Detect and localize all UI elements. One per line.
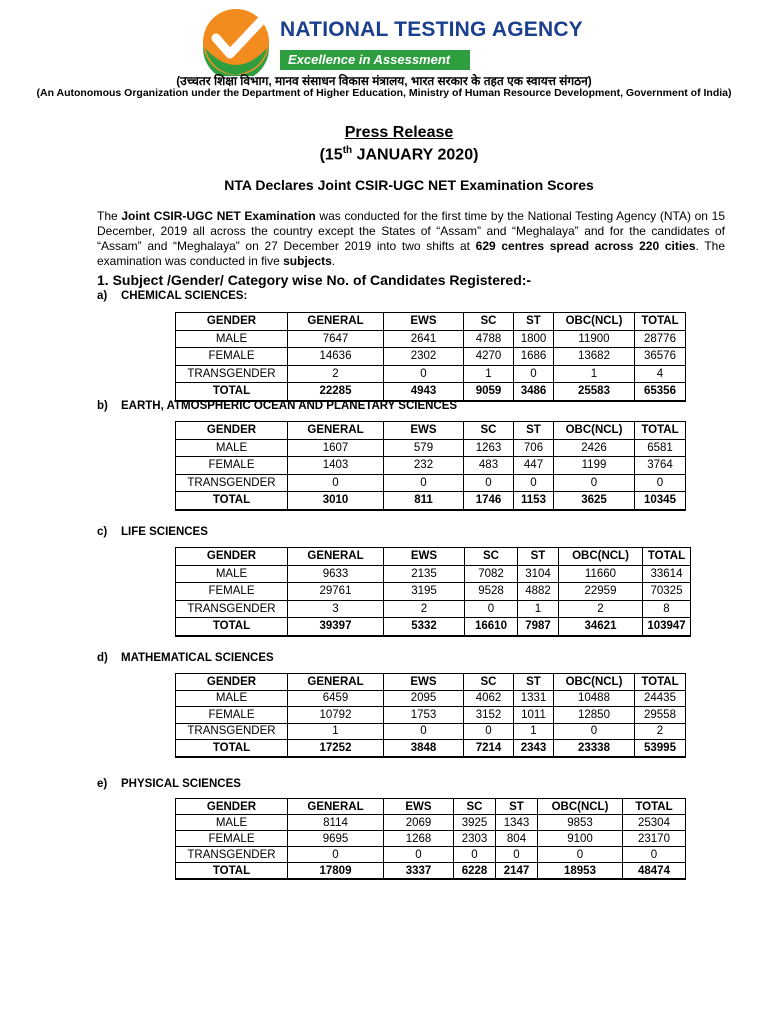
- table-total-row: [176, 492, 686, 510]
- section-heading: 1. Subject /Gender/ Category wise No. of Candidates Registered:-: [97, 272, 532, 288]
- table-cell: 0: [514, 474, 554, 492]
- table-cell: 7214: [464, 740, 514, 757]
- subject-heading: b) EARTH, ATMOSPHERIC OCEAN AND PLANETARY SCIENCES: [97, 400, 458, 412]
- table-cell: 0: [384, 847, 454, 863]
- table-cell: FEMALE: [176, 831, 288, 847]
- table-cell: TOTAL: [176, 383, 288, 401]
- table-cell: 0: [554, 474, 635, 492]
- table-cell: FEMALE: [176, 583, 288, 601]
- table-cell: 23170: [623, 831, 686, 847]
- table-row: [176, 365, 686, 383]
- table-total-row: [176, 618, 691, 636]
- column-header: OBC(NCL): [554, 422, 635, 440]
- table-cell: 2: [635, 723, 686, 740]
- table-cell: 23338: [554, 740, 635, 757]
- table-row: [176, 831, 686, 847]
- data-table-chemical: [175, 312, 686, 402]
- table-cell: 0: [454, 847, 496, 863]
- table-cell: 3010: [288, 492, 384, 510]
- table-cell: 48474: [623, 863, 686, 880]
- table-cell: 9059: [464, 383, 514, 401]
- table-cell: 1268: [384, 831, 454, 847]
- table-cell: 2303: [454, 831, 496, 847]
- table-cell: 1: [288, 723, 384, 740]
- table-cell: 29558: [635, 707, 686, 724]
- table-cell: 1: [464, 365, 514, 383]
- table-row: [176, 583, 691, 601]
- table-cell: 1153: [514, 492, 554, 510]
- table-cell: 4788: [464, 330, 514, 348]
- table-cell: 2095: [384, 690, 464, 707]
- column-header: GENERAL: [288, 313, 384, 331]
- table-header-row: [176, 799, 686, 815]
- table-cell: 6581: [635, 439, 686, 457]
- table-cell: 3764: [635, 457, 686, 475]
- table-cell: 3195: [384, 583, 465, 601]
- table-cell: 65356: [635, 383, 686, 401]
- table-row: [176, 330, 686, 348]
- table-cell: 3486: [514, 383, 554, 401]
- column-header: SC: [454, 799, 496, 815]
- table-row: [176, 600, 691, 618]
- column-header: OBC(NCL): [538, 799, 623, 815]
- tagline: Excellence in Assessment: [280, 50, 470, 70]
- table-row: [176, 723, 686, 740]
- column-header: GENERAL: [288, 422, 384, 440]
- table-cell: 9695: [288, 831, 384, 847]
- table-cell: MALE: [176, 815, 288, 831]
- table-cell: 10792: [288, 707, 384, 724]
- table-header-row: [176, 674, 686, 691]
- table-cell: TOTAL: [176, 618, 288, 636]
- column-header: ST: [496, 799, 538, 815]
- table-cell: 17252: [288, 740, 384, 757]
- table-cell: 1263: [464, 439, 514, 457]
- table-cell: 2: [559, 600, 643, 618]
- nta-logo-icon: [202, 8, 270, 76]
- column-header: GENDER: [176, 422, 288, 440]
- table-cell: 5332: [384, 618, 465, 636]
- table-cell: 3625: [554, 492, 635, 510]
- table-cell: 6228: [454, 863, 496, 880]
- column-header: ST: [514, 313, 554, 331]
- table-cell: 0: [514, 365, 554, 383]
- intro-paragraph: The Joint CSIR-UGC NET Examination was conducted for the first time by the National Testing Agency (NTA) on 15 December, 2019 all across the country except the States of “Assam” and “Meghalaya” and for the candidates of “Assam” and “Meghalaya” on 27 December 2019 into two shifts at 629 centres spread across 220 cities. The examination was conducted in five subjects.: [97, 209, 726, 268]
- table-cell: MALE: [176, 330, 288, 348]
- table-cell: 0: [384, 474, 464, 492]
- table-cell: 9633: [288, 565, 384, 583]
- column-header: ST: [514, 674, 554, 691]
- data-table-physical: [175, 798, 686, 880]
- data-table-life: [175, 547, 691, 637]
- table-cell: 4: [635, 365, 686, 383]
- table-cell: TOTAL: [176, 740, 288, 757]
- table-cell: MALE: [176, 439, 288, 457]
- table-cell: 0: [635, 474, 686, 492]
- column-header: OBC(NCL): [554, 313, 635, 331]
- table-cell: 2426: [554, 439, 635, 457]
- table-cell: 3: [288, 600, 384, 618]
- column-header: GENERAL: [288, 799, 384, 815]
- column-header: TOTAL: [623, 799, 686, 815]
- table-cell: TRANSGENDER: [176, 847, 288, 863]
- table-cell: 2: [288, 365, 384, 383]
- table-cell: 2343: [514, 740, 554, 757]
- table-cell: 36576: [635, 348, 686, 366]
- table-cell: 3152: [464, 707, 514, 724]
- table-cell: 39397: [288, 618, 384, 636]
- table-cell: TOTAL: [176, 863, 288, 880]
- table-header-row: [176, 548, 691, 566]
- table-cell: 53995: [635, 740, 686, 757]
- table-cell: MALE: [176, 565, 288, 583]
- table-header-row: [176, 422, 686, 440]
- table-cell: FEMALE: [176, 707, 288, 724]
- table-cell: 18953: [538, 863, 623, 880]
- column-header: SC: [464, 674, 514, 691]
- table-cell: 0: [496, 847, 538, 863]
- table-cell: 16610: [465, 618, 518, 636]
- org-name: NATIONAL TESTING AGENCY: [280, 18, 583, 41]
- subject-heading: a) CHEMICAL SCIENCES:: [97, 290, 248, 302]
- table-cell: 8114: [288, 815, 384, 831]
- table-cell: 0: [464, 723, 514, 740]
- table-cell: MALE: [176, 690, 288, 707]
- column-header: TOTAL: [643, 548, 691, 566]
- column-header: EWS: [384, 674, 464, 691]
- column-header: TOTAL: [635, 422, 686, 440]
- column-header: ST: [514, 422, 554, 440]
- table-cell: 7082: [465, 565, 518, 583]
- table-cell: 33614: [643, 565, 691, 583]
- column-header: SC: [464, 422, 514, 440]
- table-cell: 7987: [518, 618, 559, 636]
- table-cell: 3925: [454, 815, 496, 831]
- table-cell: 4270: [464, 348, 514, 366]
- table-cell: 804: [496, 831, 538, 847]
- nta-logo: [200, 6, 620, 68]
- table-cell: 3848: [384, 740, 464, 757]
- table-cell: 24435: [635, 690, 686, 707]
- table-cell: 0: [288, 847, 384, 863]
- table-cell: 28776: [635, 330, 686, 348]
- table-cell: 483: [464, 457, 514, 475]
- table-cell: FEMALE: [176, 457, 288, 475]
- table-row: [176, 439, 686, 457]
- column-header: GENDER: [176, 799, 288, 815]
- table-row: [176, 707, 686, 724]
- table-cell: 1403: [288, 457, 384, 475]
- table-cell: 1753: [384, 707, 464, 724]
- table-cell: 22959: [559, 583, 643, 601]
- table-cell: 2135: [384, 565, 465, 583]
- press-release-date: (15th JANUARY 2020): [319, 145, 479, 164]
- table-cell: 70325: [643, 583, 691, 601]
- table-cell: 811: [384, 492, 464, 510]
- table-cell: 0: [623, 847, 686, 863]
- table-cell: 0: [384, 723, 464, 740]
- table-cell: FEMALE: [176, 348, 288, 366]
- english-subtitle: (An Autonomous Organization under the Department of Higher Education, Ministry of Human Resource Development, Government of India): [36, 87, 732, 99]
- table-row: [176, 815, 686, 831]
- table-cell: 7647: [288, 330, 384, 348]
- table-cell: 2: [384, 600, 465, 618]
- table-cell: 706: [514, 439, 554, 457]
- table-total-row: [176, 863, 686, 880]
- table-cell: 1: [514, 723, 554, 740]
- data-table-math: [175, 673, 686, 758]
- table-cell: 4062: [464, 690, 514, 707]
- column-header: GENERAL: [288, 674, 384, 691]
- column-header: GENDER: [176, 548, 288, 566]
- table-cell: 1686: [514, 348, 554, 366]
- table-cell: 11900: [554, 330, 635, 348]
- table-cell: 0: [288, 474, 384, 492]
- table-cell: 2147: [496, 863, 538, 880]
- subject-heading: e) PHYSICAL SCIENCES: [97, 778, 241, 790]
- table-cell: 11660: [559, 565, 643, 583]
- table-cell: TRANSGENDER: [176, 723, 288, 740]
- table-cell: TOTAL: [176, 492, 288, 510]
- table-row: [176, 474, 686, 492]
- column-header: GENERAL: [288, 548, 384, 566]
- table-row: [176, 457, 686, 475]
- table-cell: 4882: [518, 583, 559, 601]
- table-cell: TRANSGENDER: [176, 600, 288, 618]
- table-cell: 17809: [288, 863, 384, 880]
- table-cell: 232: [384, 457, 464, 475]
- column-header: EWS: [384, 548, 465, 566]
- table-cell: 29761: [288, 583, 384, 601]
- table-row: [176, 348, 686, 366]
- table-cell: 22285: [288, 383, 384, 401]
- table-header-row: [176, 313, 686, 331]
- table-cell: 3337: [384, 863, 454, 880]
- column-header: GENDER: [176, 674, 288, 691]
- table-total-row: [176, 383, 686, 401]
- table-cell: 3104: [518, 565, 559, 583]
- table-cell: 0: [538, 847, 623, 863]
- table-cell: 1800: [514, 330, 554, 348]
- table-cell: 103947: [643, 618, 691, 636]
- table-cell: 0: [464, 474, 514, 492]
- column-header: SC: [465, 548, 518, 566]
- table-cell: 25583: [554, 383, 635, 401]
- table-row: [176, 565, 691, 583]
- table-row: [176, 690, 686, 707]
- column-header: EWS: [384, 799, 454, 815]
- headline: NTA Declares Joint CSIR-UGC NET Examination Scores: [224, 177, 594, 193]
- column-header: EWS: [384, 422, 464, 440]
- column-header: TOTAL: [635, 313, 686, 331]
- table-cell: 1199: [554, 457, 635, 475]
- table-cell: 1: [518, 600, 559, 618]
- table-total-row: [176, 740, 686, 757]
- column-header: OBC(NCL): [559, 548, 643, 566]
- table-cell: TRANSGENDER: [176, 474, 288, 492]
- table-cell: 9100: [538, 831, 623, 847]
- table-cell: 0: [554, 723, 635, 740]
- column-header: SC: [464, 313, 514, 331]
- table-cell: 4943: [384, 383, 464, 401]
- press-release-title: Press Release: [344, 124, 454, 141]
- table-cell: 13682: [554, 348, 635, 366]
- table-cell: 2302: [384, 348, 464, 366]
- table-cell: 1011: [514, 707, 554, 724]
- table-cell: 0: [384, 365, 464, 383]
- hindi-subtitle: (उच्चतर शिक्षा विभाग, मानव संसाधन विकास मंत्रालय, भारत सरकार के तहत एक स्वायत्त संगठन): [176, 74, 592, 88]
- table-cell: 1746: [464, 492, 514, 510]
- table-cell: 0: [465, 600, 518, 618]
- column-header: EWS: [384, 313, 464, 331]
- table-cell: 447: [514, 457, 554, 475]
- table-cell: 2069: [384, 815, 454, 831]
- table-cell: 1: [554, 365, 635, 383]
- column-header: OBC(NCL): [554, 674, 635, 691]
- table-cell: TRANSGENDER: [176, 365, 288, 383]
- table-cell: 14636: [288, 348, 384, 366]
- table-cell: 579: [384, 439, 464, 457]
- table-cell: 10345: [635, 492, 686, 510]
- data-table-earth: [175, 421, 686, 511]
- table-cell: 6459: [288, 690, 384, 707]
- subject-heading: d) MATHEMATICAL SCIENCES: [97, 652, 274, 664]
- table-cell: 1343: [496, 815, 538, 831]
- table-cell: 8: [643, 600, 691, 618]
- table-cell: 1607: [288, 439, 384, 457]
- subject-heading: c) LIFE SCIENCES: [97, 526, 208, 538]
- table-cell: 1331: [514, 690, 554, 707]
- table-cell: 34621: [559, 618, 643, 636]
- table-row: [176, 847, 686, 863]
- table-cell: 12850: [554, 707, 635, 724]
- column-header: TOTAL: [635, 674, 686, 691]
- table-cell: 25304: [623, 815, 686, 831]
- column-header: ST: [518, 548, 559, 566]
- table-cell: 2641: [384, 330, 464, 348]
- column-header: GENDER: [176, 313, 288, 331]
- table-cell: 9528: [465, 583, 518, 601]
- table-cell: 10488: [554, 690, 635, 707]
- table-cell: 9853: [538, 815, 623, 831]
